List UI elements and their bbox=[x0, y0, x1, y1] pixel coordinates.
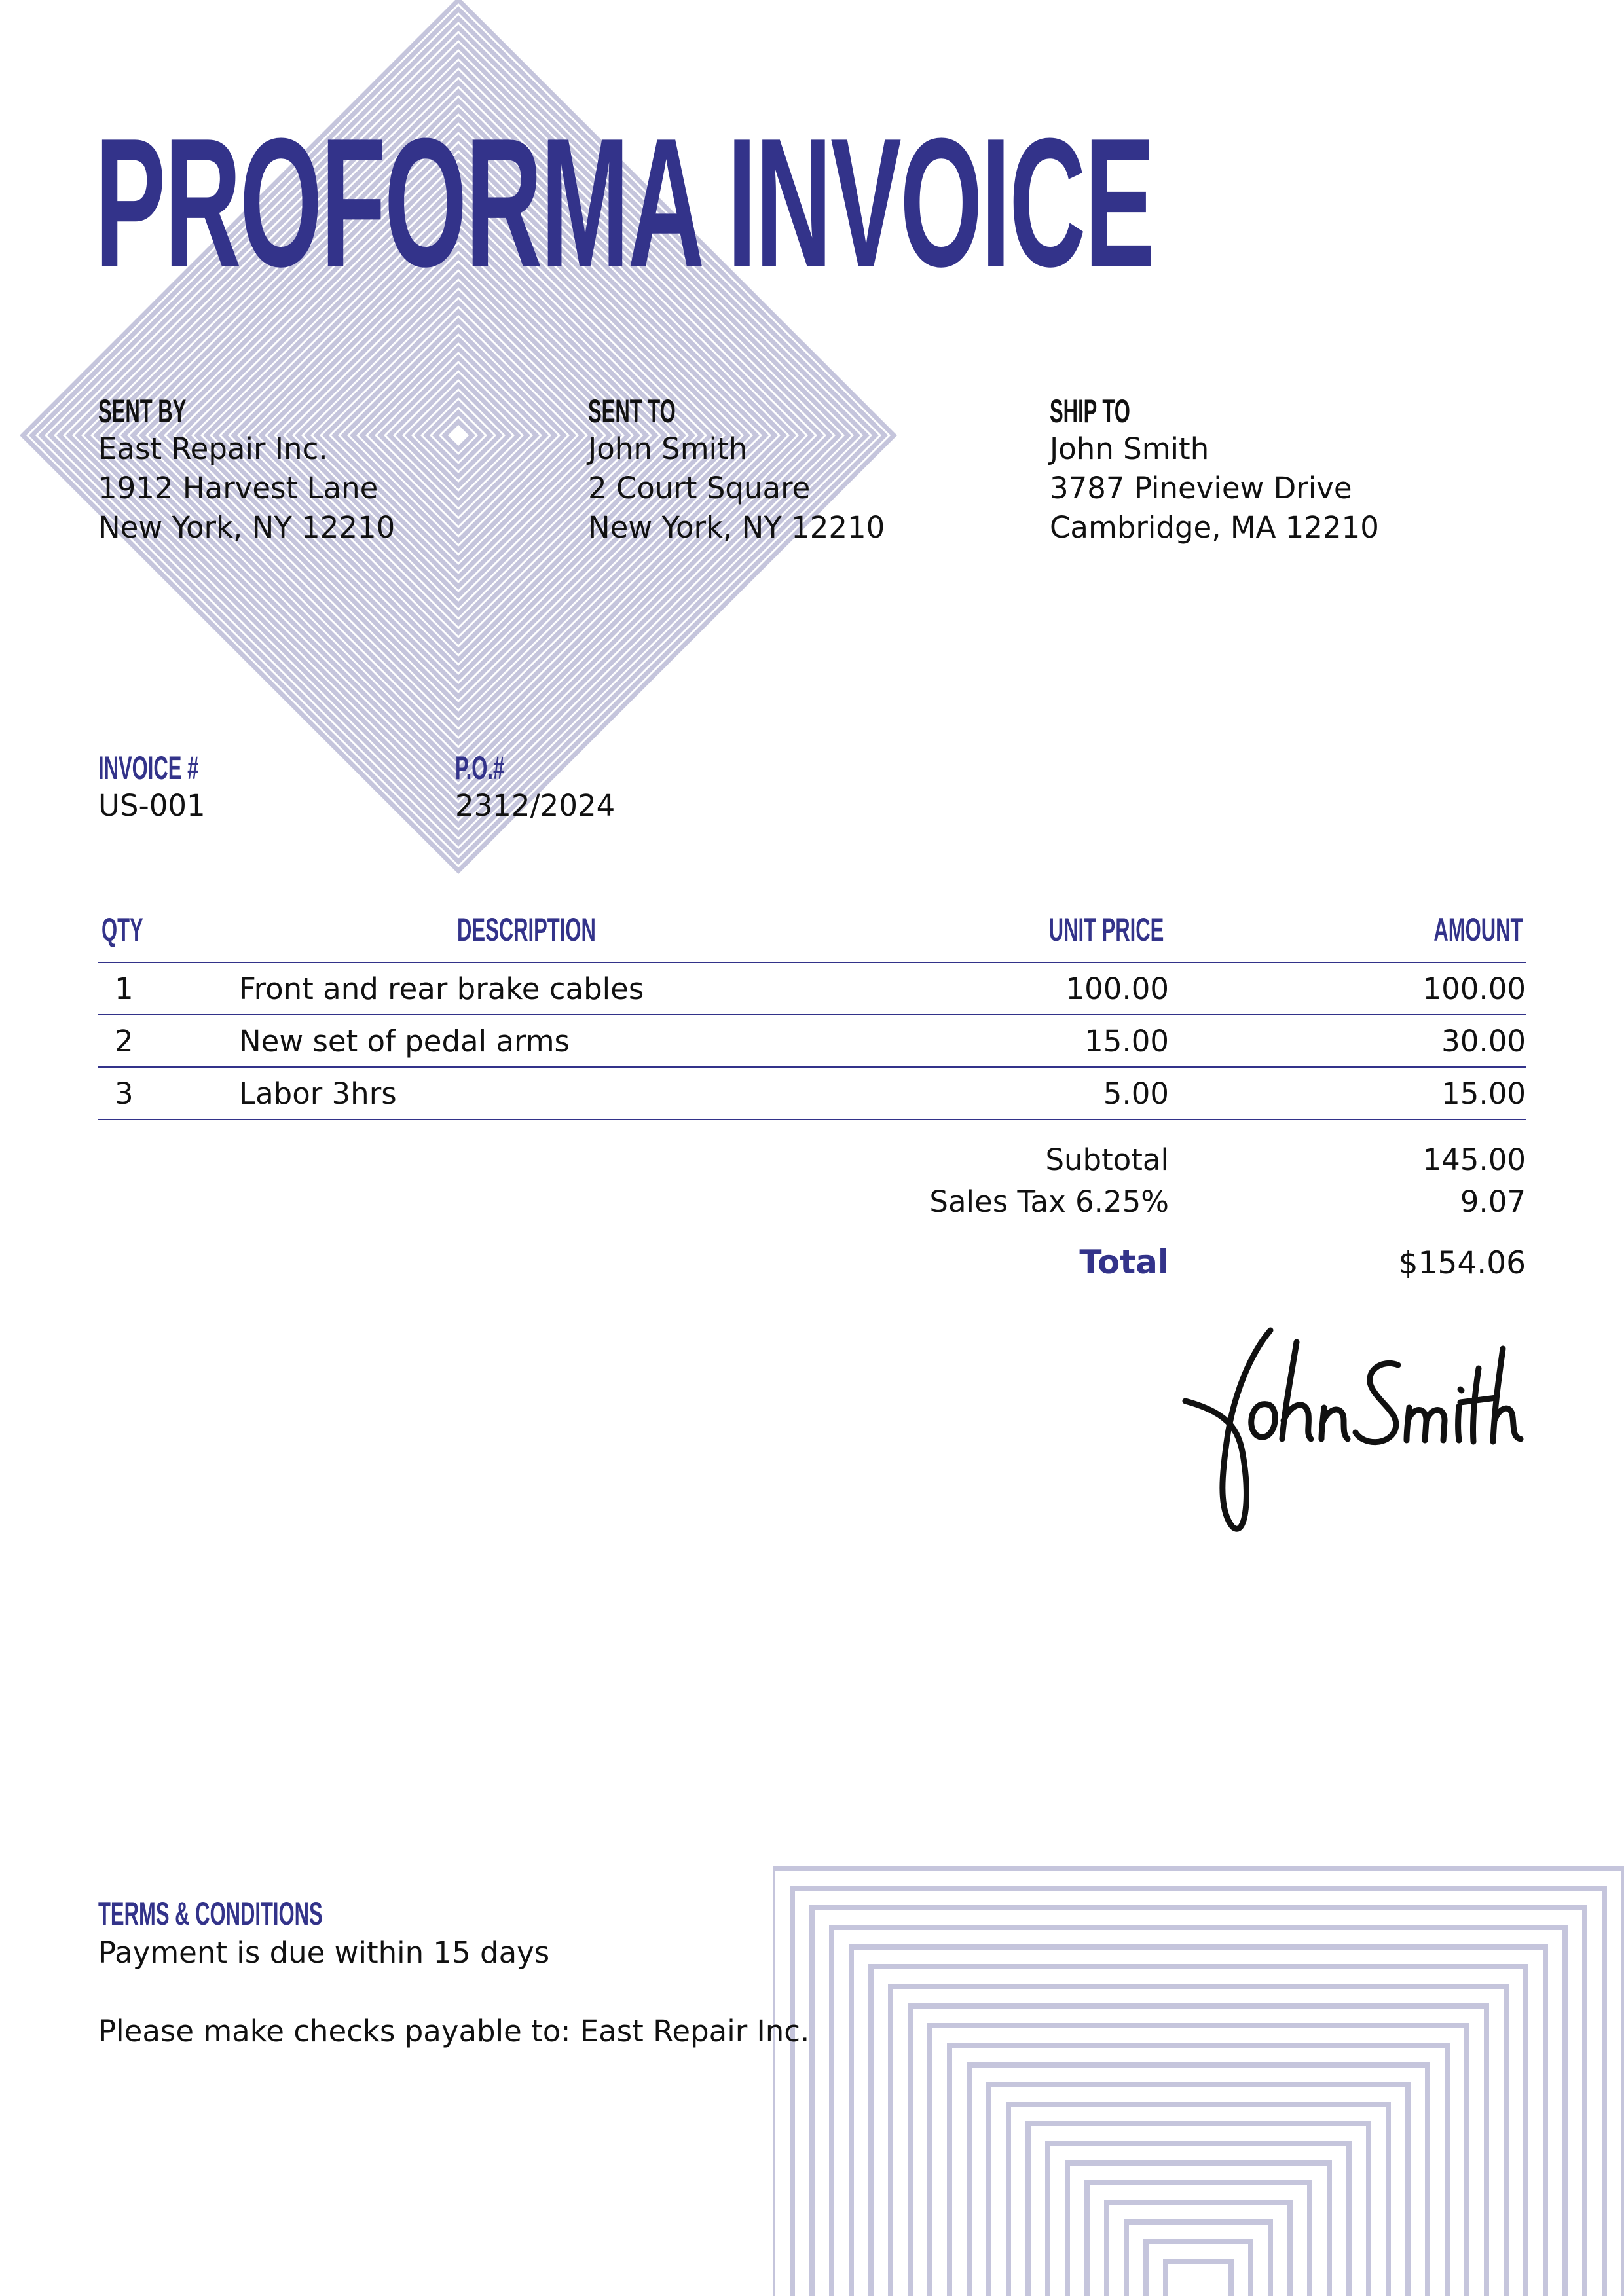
invoice-number-value: US-001 bbox=[98, 788, 206, 823]
sent-by-label: SENT BY bbox=[98, 393, 187, 429]
pattern-stroke bbox=[1107, 2202, 1290, 2296]
invoice-number-block bbox=[98, 750, 260, 826]
ship-to-line: Cambridge, MA 12210 bbox=[1050, 510, 1379, 545]
po-number-label: P.O.# bbox=[455, 750, 505, 786]
sent-by-line: 1912 Harvest Lane bbox=[98, 471, 378, 505]
amount-cell: 100.00 bbox=[1422, 972, 1526, 1006]
sales-tax-value: 9.07 bbox=[1460, 1184, 1526, 1219]
table-divider bbox=[98, 1119, 1526, 1120]
table-divider bbox=[98, 962, 1526, 963]
ship-to-label: SHIP TO bbox=[1050, 393, 1130, 429]
sales-tax-label: Sales Tax 6.25% bbox=[929, 1184, 1169, 1219]
document-title: PROFORMA INVOICE bbox=[95, 101, 1154, 305]
sent-by-line: New York, NY 12210 bbox=[98, 510, 396, 545]
qty-cell: 3 bbox=[115, 1076, 134, 1111]
sent-to-line: 2 Court Square bbox=[588, 471, 811, 505]
pattern-stroke bbox=[1146, 2242, 1251, 2296]
amount-header: AMOUNT bbox=[1433, 911, 1522, 948]
qty-cell: 1 bbox=[115, 972, 134, 1006]
pattern-stroke bbox=[1028, 2124, 1369, 2296]
description-cell: Front and rear brake cables bbox=[239, 972, 644, 1006]
qty-header: QTY bbox=[101, 911, 143, 948]
terms-line: Payment is due within 15 days bbox=[98, 1935, 550, 1970]
unit-price-cell: 5.00 bbox=[1103, 1076, 1169, 1111]
description-cell: New set of pedal arms bbox=[239, 1024, 570, 1059]
terms-line: Please make checks payable to: East Repair Inc. bbox=[98, 2014, 810, 2049]
ship-to-line: John Smith bbox=[1050, 431, 1209, 466]
unit-price-cell: 100.00 bbox=[1065, 972, 1169, 1006]
invoice-number-label: INVOICE # bbox=[98, 750, 199, 786]
subtotal-label: Subtotal bbox=[1045, 1142, 1169, 1177]
ship-to-block bbox=[1050, 393, 1508, 547]
sent-to-line: John Smith bbox=[588, 431, 748, 466]
sent-to-line: New York, NY 12210 bbox=[588, 510, 885, 545]
qty-cell: 2 bbox=[115, 1024, 134, 1059]
subtotal-value: 145.00 bbox=[1422, 1142, 1526, 1177]
pattern-stroke bbox=[910, 2006, 1486, 2296]
ship-to-line: 3787 Pineview Drive bbox=[1050, 471, 1352, 505]
description-cell: Labor 3hrs bbox=[239, 1076, 397, 1111]
sent-to-label: SENT TO bbox=[588, 393, 676, 429]
amount-cell: 30.00 bbox=[1441, 1024, 1526, 1059]
po-number-block bbox=[455, 750, 615, 826]
description-header: DESCRIPTION bbox=[457, 911, 596, 948]
terms-block bbox=[98, 1895, 809, 2051]
table-divider bbox=[98, 1014, 1526, 1015]
po-number-value: 2312/2024 bbox=[455, 788, 616, 823]
terms-label: TERMS & CONDITIONS bbox=[98, 1895, 323, 1932]
unit-price-cell: 15.00 bbox=[1084, 1024, 1169, 1059]
sent-by-block bbox=[98, 393, 557, 547]
sent-to-block bbox=[588, 393, 1046, 547]
total-label: Total bbox=[1079, 1243, 1169, 1281]
amount-cell: 15.00 bbox=[1441, 1076, 1526, 1111]
table-divider bbox=[98, 1066, 1526, 1068]
pattern-stroke bbox=[1166, 2261, 1231, 2296]
pattern-stroke bbox=[989, 2085, 1408, 2296]
decorative-square-pattern bbox=[773, 1866, 1624, 2296]
sent-by-line: East Repair Inc. bbox=[98, 431, 328, 466]
unit-price-header: UNIT PRICE bbox=[1048, 911, 1164, 948]
signature-image bbox=[1172, 1322, 1526, 1539]
total-value: $154.06 bbox=[1398, 1245, 1526, 1281]
